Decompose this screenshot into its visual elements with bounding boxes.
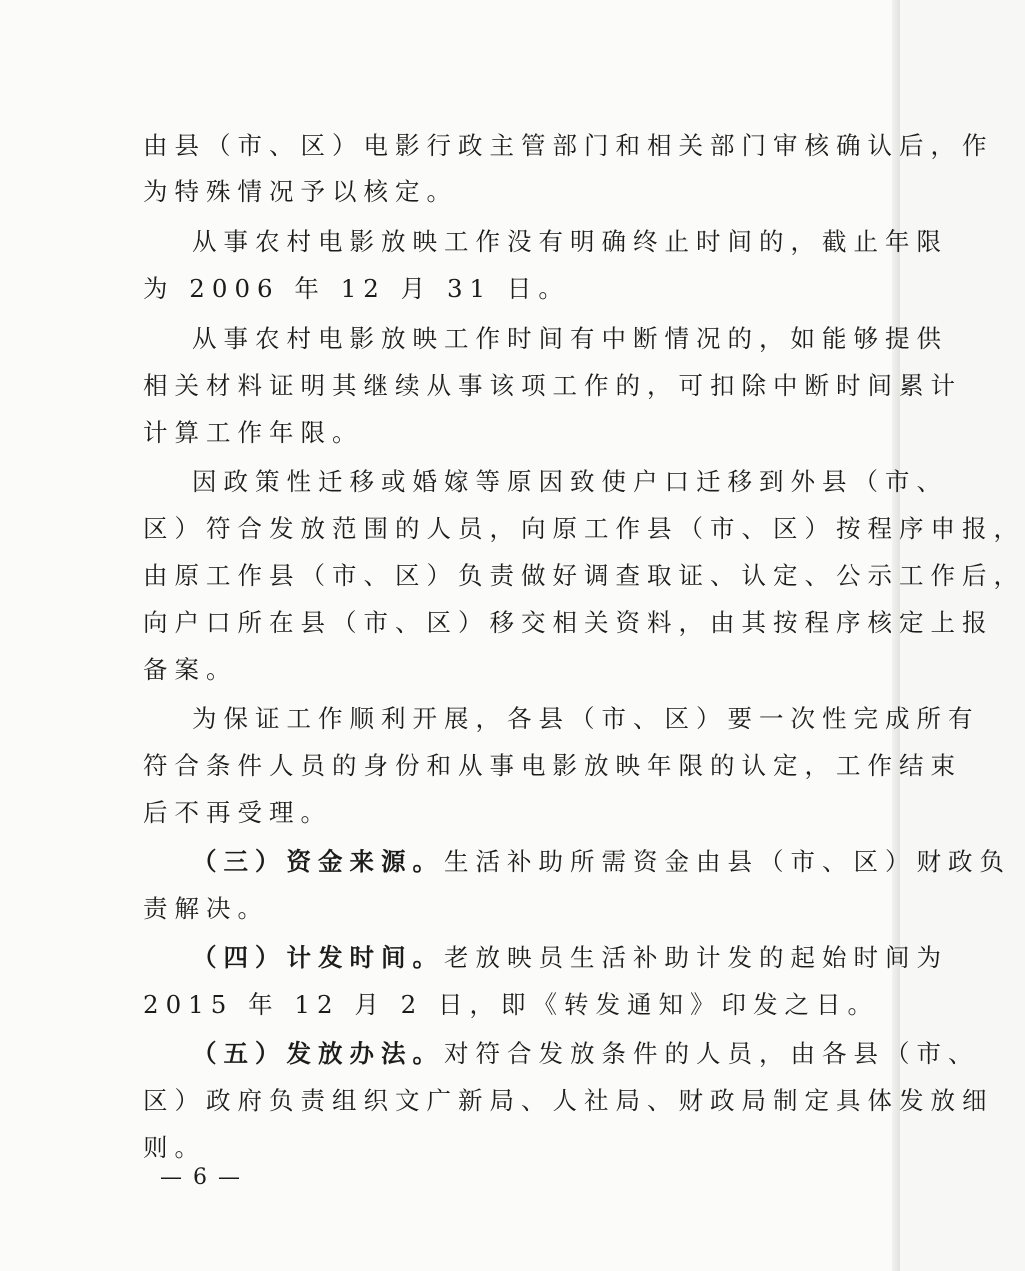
paragraph-text: 老放映员生活补助计发的起始时间为 (444, 943, 948, 972)
paragraph-line: 向户口所在县（市、区）移交相关资料，由其按程序核定上报 (143, 608, 994, 637)
paragraph-line: 由县（市、区）电影行政主管部门和相关部门审核确认后，作 (143, 131, 994, 160)
paragraph-line: 为特殊情况予以核定。 (143, 177, 458, 206)
paragraph-line: 计算工作年限。 (143, 418, 364, 447)
paragraph-line: 备案。 (143, 655, 238, 684)
paragraph-line: 责解决。 (143, 894, 269, 923)
section-heading-timing: （四）计发时间。 (192, 943, 444, 972)
paragraph-line: 为保证工作顺利开展，各县（市、区）要一次性完成所有 (192, 704, 980, 733)
paragraph-line: 相关材料证明其继续从事该项工作的，可扣除中断时间累计 (143, 371, 962, 400)
paragraph-line: 2015 年 12 月 2 日，即《转发通知》印发之日。 (143, 990, 880, 1019)
paragraph-text: 对符合发放条件的人员，由各县（市、 (444, 1039, 980, 1068)
paragraph-line: 符合条件人员的身份和从事电影放映年限的认定，工作结束 (143, 751, 962, 780)
paragraph-line: 则。 (143, 1133, 206, 1162)
section-heading-method: （五）发放办法。 (192, 1039, 444, 1068)
paragraph-line: 由原工作县（市、区）负责做好调查取证、认定、公示工作后， (143, 561, 1025, 590)
paragraph-line: 区）符合发放范围的人员，向原工作县（市、区）按程序申报， (143, 514, 1025, 543)
section-heading-funding: （三）资金来源。 (192, 847, 444, 876)
paragraph-text: 生活补助所需资金由县（市、区）财政负 (444, 847, 1011, 876)
paragraph-line: 区）政府负责组织文广新局、人社局、财政局制定具体发放细 (143, 1086, 994, 1115)
paragraph-line: 从事农村电影放映工作时间有中断情况的，如能够提供 (192, 324, 948, 353)
paragraph-line (192, 943, 948, 972)
paragraph-line: 因政策性迁移或婚嫁等原因致使户口迁移到外县（市、 (192, 467, 948, 496)
paragraph-line (192, 847, 1011, 876)
paragraph-line: 后不再受理。 (143, 798, 332, 827)
paragraph-line: 从事农村电影放映工作没有明确终止时间的，截止年限 (192, 227, 948, 256)
paragraph-line: 为 2006 年 12 月 31 日。 (143, 274, 570, 303)
page-number: — 6 — (160, 1165, 242, 1190)
paragraph-line (192, 1039, 980, 1068)
